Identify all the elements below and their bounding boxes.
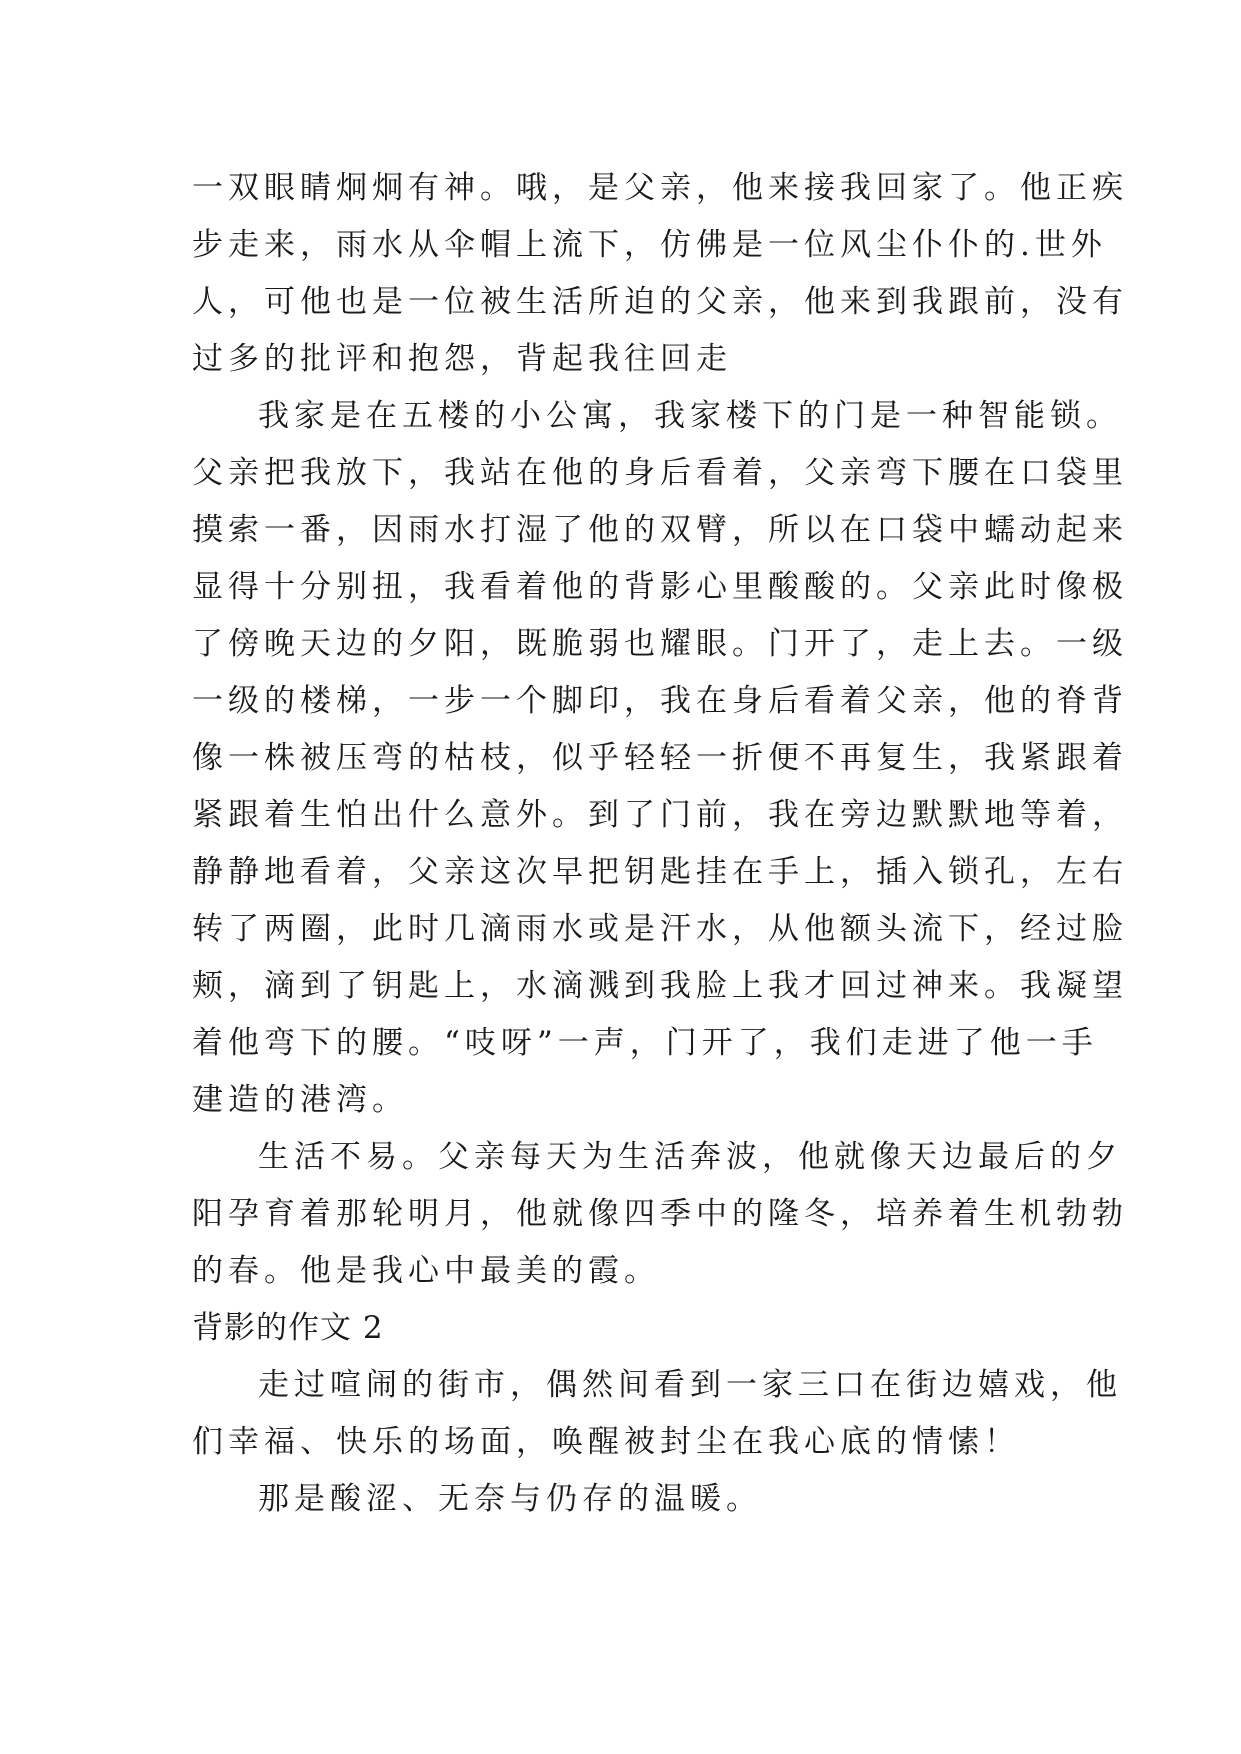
- text-line: 紧跟着生怕出什么意外。到了门前，我在旁边默默地等着，: [192, 797, 1128, 833]
- paragraph-home-stairs: [192, 388, 1128, 1129]
- text-line: 步走来，雨水从伞帽上流下，仿佛是一位风尘仆仆的.世外: [192, 227, 1107, 263]
- text-line: 生活不易。父亲每天为生活奔波，他就像天边最后的夕: [258, 1139, 1122, 1175]
- text-line: 过多的批评和抱怨，背起我往回走: [192, 341, 732, 377]
- text-line: 阳孕育着那轮明月，他就像四季中的隆冬，培养着生机勃勃: [192, 1196, 1128, 1232]
- text-line: 父亲把我放下，我站在他的身后看着，父亲弯下腰在口袋里: [192, 455, 1128, 491]
- paragraph-street-scene: [192, 1357, 1122, 1471]
- text-line: 人，可他也是一位被生活所迫的父亲，他来到我跟前，没有: [192, 284, 1128, 320]
- text-line: 那是酸涩、无奈与仍存的温暖。: [258, 1481, 762, 1517]
- paragraph-father-arrives: [192, 160, 1128, 388]
- text-line: 一双眼睛炯炯有神。哦，是父亲，他来接我回家了。他正疾: [192, 170, 1128, 206]
- text-line: 显得十分别扭，我看着他的背影心里酸酸的。父亲此时像极: [192, 569, 1128, 605]
- text-line: 建造的港湾。: [192, 1082, 408, 1118]
- document-body: [192, 160, 1128, 1528]
- text-line: 颊，滴到了钥匙上，水滴溅到我脸上我才回过神来。我凝望: [192, 968, 1128, 1004]
- text-line: 的春。他是我心中最美的霞。: [192, 1253, 660, 1289]
- text-line: 们幸福、快乐的场面，唤醒被封尘在我心底的情愫！: [192, 1424, 1020, 1460]
- text-line: 走过喧闹的街市，偶然间看到一家三口在街边嬉戏，他: [258, 1367, 1122, 1403]
- section-heading: 背影的作文 2: [192, 1310, 384, 1346]
- paragraph-life-not-easy: [192, 1129, 1128, 1300]
- text-line: 摸索一番，因雨水打湿了他的双臂，所以在口袋中蠕动起来: [192, 512, 1128, 548]
- paragraph-sour-warmth: [192, 1471, 1052, 1528]
- text-line: 一级的楼梯，一步一个脚印，我在身后看着父亲，他的脊背: [192, 683, 1128, 719]
- text-line: 了傍晚天边的夕阳，既脆弱也耀眼。门开了，走上去。一级: [192, 626, 1128, 662]
- text-line: 转了两圈，此时几滴雨水或是汗水，从他额头流下，经过脸: [192, 911, 1128, 947]
- text-line: 像一株被压弯的枯枝，似乎轻轻一折便不再复生，我紧跟着: [192, 740, 1128, 776]
- text-line: 我家是在五楼的小公寓，我家楼下的门是一种智能锁。: [258, 398, 1122, 434]
- text-line: 静静地看着，父亲这次早把钥匙挂在手上，插入锁孔，左右: [192, 854, 1128, 890]
- text-line: 着他弯下的腰。“吱呀”一声，门开了，我们走进了他一手: [192, 1025, 1098, 1061]
